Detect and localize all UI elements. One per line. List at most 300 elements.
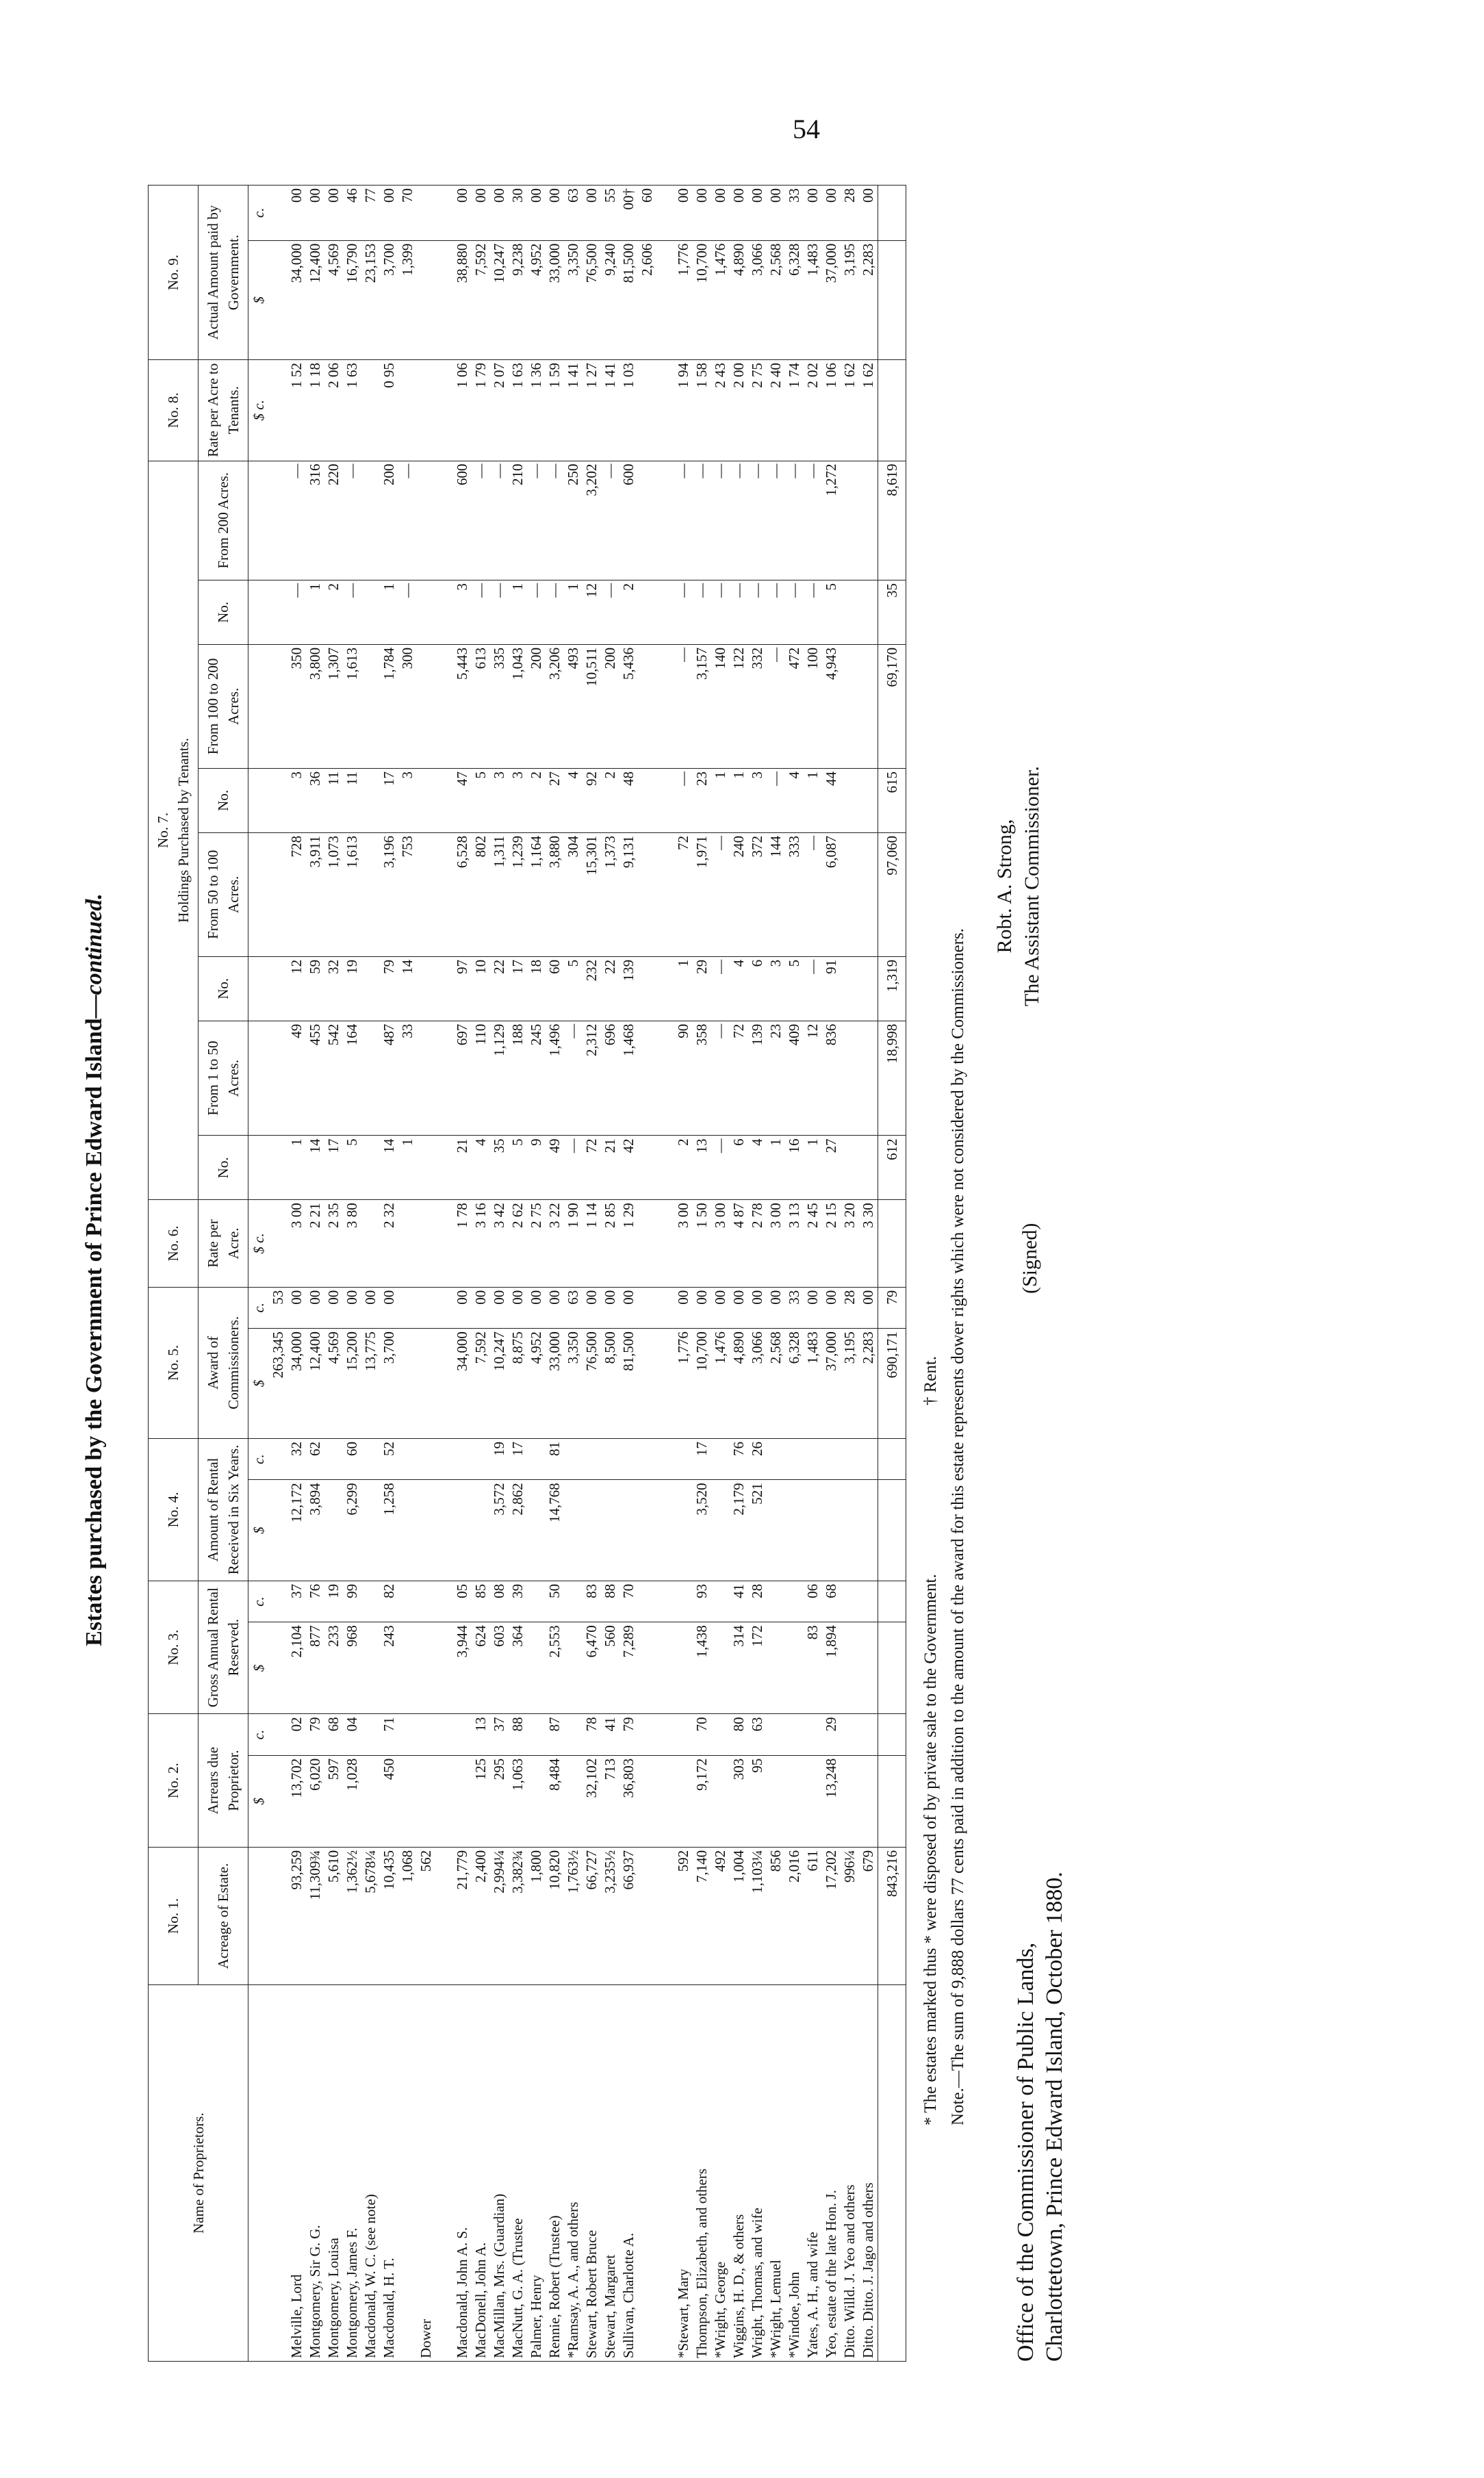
- total-award-cents: 79: [878, 1287, 906, 1328]
- row-arrears-dollars: [453, 1755, 472, 1847]
- row-name: *Stewart, Mary: [674, 1985, 693, 2362]
- row-acreage: 3,235½: [601, 1847, 619, 1984]
- row-acreage: 1,362½: [343, 1847, 361, 1984]
- row-name: Thompson, Elizabeth, and others: [693, 1985, 711, 2362]
- row-arrears-cents: [638, 1714, 656, 1755]
- rotated-document: [75, 140, 1431, 2399]
- row-arrears-cents: 29: [822, 1714, 841, 1755]
- row-rental-dollars: 968: [343, 1622, 361, 1714]
- row-rate-per-acre: 3 00: [674, 1200, 693, 1287]
- row-holdings-1-acres: 49: [287, 1021, 306, 1136]
- row-paid-dollars: 23,153: [361, 240, 380, 359]
- row-holdings-4-acres: 3,202: [583, 461, 601, 580]
- row-received-dollars: [804, 1480, 822, 1581]
- row-received-cents: [583, 1439, 601, 1480]
- row-holdings-1-count: —: [711, 1136, 730, 1200]
- row-holdings-3-count: 3: [509, 768, 527, 832]
- row-acreage: 5,678¼: [361, 1847, 380, 1984]
- row-award-cents: 00: [380, 1287, 398, 1328]
- row-received-dollars: [417, 1480, 435, 1581]
- row-arrears-cents: [767, 1714, 785, 1755]
- row-paid-cents: 00: [380, 186, 398, 241]
- unit-cents: c.: [248, 1581, 270, 1622]
- row-holdings-4-count: —: [527, 580, 546, 645]
- row-holdings-4-count: 1: [509, 580, 527, 645]
- row-award-cents: 00: [674, 1287, 693, 1328]
- row-name: Rennie, Robert (Trustee): [546, 1985, 564, 2362]
- row-holdings-1-acres: —: [564, 1021, 583, 1136]
- row-rental-cents: 83: [583, 1581, 601, 1622]
- row-holdings-3-acres: 613: [472, 644, 490, 768]
- row-holdings-4-count: —: [601, 580, 619, 645]
- holdings-50-100-header: From 50 to 100 Acres.: [199, 832, 248, 956]
- row-rate-to-tenants: 2 43: [711, 360, 730, 461]
- row-holdings-1-acres: 164: [343, 1021, 361, 1136]
- row-award-dollars: 81,500: [619, 1329, 638, 1439]
- row-name: Dower: [417, 1985, 435, 2362]
- row-holdings-4-count: —: [730, 580, 748, 645]
- row-holdings-2-count: 5: [564, 956, 583, 1021]
- row-rental-dollars: 2,553: [546, 1622, 564, 1714]
- col5-header: Award of Commissioners.: [199, 1287, 248, 1438]
- row-holdings-4-count: —: [693, 580, 711, 645]
- row-name: Ditto. Ditto. J. Jago and others: [859, 1985, 878, 2362]
- row-holdings-3-acres: 5,436: [619, 644, 638, 768]
- row-holdings-2-count: 6: [748, 956, 767, 1021]
- row-holdings-3-count: 48: [619, 768, 638, 832]
- row-holdings-1-count: 1: [767, 1136, 785, 1200]
- table-row: [564, 186, 583, 2362]
- row-holdings-1-count: 21: [601, 1136, 619, 1200]
- row-received-cents: [841, 1439, 859, 1480]
- row-holdings-3-acres: 4,943: [822, 644, 841, 768]
- table-row: [343, 186, 361, 2362]
- row-arrears-dollars: [417, 1755, 435, 1847]
- row-rental-dollars: 6,470: [583, 1622, 601, 1714]
- office-line-2: Charlottetown, Prince Edward Island, October 1880.: [1042, 1872, 1067, 2362]
- row-holdings-3-acres: 200: [601, 644, 619, 768]
- row-received-cents: 81: [546, 1439, 564, 1480]
- row-name: Yates, A. H., and wife: [804, 1985, 822, 2362]
- row-holdings-2-count: [841, 956, 859, 1021]
- row-award-cents: 00: [343, 1287, 361, 1328]
- row-holdings-1-acres: [361, 1021, 380, 1136]
- row-rate-to-tenants: 1 06: [822, 360, 841, 461]
- row-rental-dollars: 560: [601, 1622, 619, 1714]
- row-paid-cents: 77: [361, 186, 380, 241]
- holdings-1-50-header: From 1 to 50 Acres.: [199, 1021, 248, 1136]
- row-acreage: 1,800: [527, 1847, 546, 1984]
- row-holdings-1-count: 9: [527, 1136, 546, 1200]
- row-rental-cents: 28: [748, 1581, 767, 1622]
- row-award-cents: 00: [509, 1287, 527, 1328]
- row-holdings-1-acres: [859, 1021, 878, 1136]
- row-holdings-1-count: 14: [306, 1136, 324, 1200]
- row-received-cents: [767, 1439, 785, 1480]
- row-paid-dollars: 3,350: [564, 240, 583, 359]
- table-row: [822, 186, 841, 2362]
- row-award-cents: 00: [287, 1287, 306, 1328]
- row-received-cents: [711, 1439, 730, 1480]
- row-holdings-1-acres: 1,129: [490, 1021, 509, 1136]
- row-rate-per-acre: 2 45: [804, 1200, 822, 1287]
- row-rental-dollars: 83: [804, 1622, 822, 1714]
- row-rental-cents: 06: [804, 1581, 822, 1622]
- row-arrears-cents: [398, 1714, 417, 1755]
- row-paid-dollars: 4,569: [324, 240, 343, 359]
- table-row: [748, 186, 767, 2362]
- row-arrears-cents: 02: [287, 1714, 306, 1755]
- row-arrears-cents: 04: [343, 1714, 361, 1755]
- row-holdings-4-count: —: [674, 580, 693, 645]
- row-acreage: 996¼: [841, 1847, 859, 1984]
- row-holdings-2-count: 32: [324, 956, 343, 1021]
- table-row: [767, 186, 785, 2362]
- row-holdings-4-count: 5: [822, 580, 841, 645]
- row-holdings-4-acres: [841, 461, 859, 580]
- row-holdings-2-count: 232: [583, 956, 601, 1021]
- row-rate-per-acre: 2 15: [822, 1200, 841, 1287]
- row-received-dollars: [583, 1480, 601, 1581]
- unit-dollar: $: [248, 1329, 270, 1439]
- row-award-cents: 33: [785, 1287, 804, 1328]
- row-rate-to-tenants: 1 52: [287, 360, 306, 461]
- row-received-cents: [472, 1439, 490, 1480]
- row-holdings-2-acres: 372: [748, 832, 767, 956]
- row-acreage: 10,820: [546, 1847, 564, 1984]
- row-holdings-1-count: 49: [546, 1136, 564, 1200]
- row-holdings-2-count: [417, 956, 435, 1021]
- row-award-dollars: 2,283: [859, 1329, 878, 1439]
- row-paid-dollars: 1,483: [804, 240, 822, 359]
- row-award-cents: [417, 1287, 435, 1328]
- row-holdings-4-count: 3: [453, 580, 472, 645]
- unit-cents: c.: [248, 1287, 270, 1328]
- footnote: [921, 140, 941, 2125]
- table-row: [472, 186, 490, 2362]
- row-holdings-2-acres: 144: [767, 832, 785, 956]
- row-holdings-4-count: —: [804, 580, 822, 645]
- row-acreage: 611: [804, 1847, 822, 1984]
- office-address: [1012, 1872, 1069, 2362]
- table-row: [693, 186, 711, 2362]
- col7-title: Holdings Purchased by Tenants.: [175, 737, 192, 923]
- row-paid-dollars: 4,890: [730, 240, 748, 359]
- row-rate-per-acre: 2 75: [527, 1200, 546, 1287]
- row-acreage: 1,004: [730, 1847, 748, 1984]
- row-award-dollars: [398, 1329, 417, 1439]
- row-holdings-3-acres: 335: [490, 644, 509, 768]
- col5-number: No. 5.: [149, 1287, 199, 1438]
- row-paid-cents: [417, 186, 435, 241]
- row-holdings-1-count: [841, 1136, 859, 1200]
- row-award-dollars: 3,350: [564, 1329, 583, 1439]
- row-holdings-1-acres: 487: [380, 1021, 398, 1136]
- row-rental-cents: [417, 1581, 435, 1622]
- row-rate-per-acre: 3 16: [472, 1200, 490, 1287]
- col6-number: No. 6.: [149, 1200, 199, 1287]
- row-name: Macdonald, H. T.: [380, 1985, 398, 2362]
- row-paid-cents: 00: [711, 186, 730, 241]
- row-acreage: 592: [674, 1847, 693, 1984]
- row-holdings-4-acres: —: [343, 461, 361, 580]
- row-holdings-3-count: [859, 768, 878, 832]
- row-holdings-1-acres: 358: [693, 1021, 711, 1136]
- row-award-cents: 00: [822, 1287, 841, 1328]
- carried-forward-award-cents: 53: [269, 1287, 287, 1328]
- row-holdings-4-count: 1: [380, 580, 398, 645]
- row-received-cents: 26: [748, 1439, 767, 1480]
- col3-header: Gross Annual Rental Reserved.: [199, 1581, 248, 1714]
- col9-header: Actual Amount paid by Government.: [199, 186, 248, 360]
- row-name: *Windoe, John: [785, 1985, 804, 2362]
- row-rental-cents: [638, 1581, 656, 1622]
- row-holdings-2-acres: 304: [564, 832, 583, 956]
- row-award-dollars: 34,000: [287, 1329, 306, 1439]
- row-holdings-1-acres: 409: [785, 1021, 804, 1136]
- row-holdings-4-acres: 220: [324, 461, 343, 580]
- row-holdings-3-count: [638, 768, 656, 832]
- row-holdings-3-acres: 332: [748, 644, 767, 768]
- row-holdings-2-acres: [841, 832, 859, 956]
- row-name: *Ramsay, A. A., and others: [564, 1985, 583, 2362]
- row-rental-dollars: 233: [324, 1622, 343, 1714]
- row-received-dollars: [361, 1480, 380, 1581]
- holdings-no-1: No.: [199, 1136, 248, 1200]
- row-award-dollars: 4,890: [730, 1329, 748, 1439]
- row-holdings-4-acres: 600: [453, 461, 472, 580]
- row-rental-dollars: [767, 1622, 785, 1714]
- row-holdings-3-count: 1: [730, 768, 748, 832]
- row-award-cents: 00: [767, 1287, 785, 1328]
- row-holdings-4-acres: 316: [306, 461, 324, 580]
- row-award-cents: 00: [711, 1287, 730, 1328]
- row-paid-dollars: 3,066: [748, 240, 767, 359]
- row-holdings-3-count: 23: [693, 768, 711, 832]
- row-rate-to-tenants: 1 41: [564, 360, 583, 461]
- row-holdings-2-count: 4: [730, 956, 748, 1021]
- row-paid-cents: 00: [822, 186, 841, 241]
- row-name: Wright, Thomas, and wife: [748, 1985, 767, 2362]
- row-holdings-3-count: 4: [564, 768, 583, 832]
- row-acreage: 492: [711, 1847, 730, 1984]
- row-award-dollars: 4,569: [324, 1329, 343, 1439]
- row-rental-dollars: 243: [380, 1622, 398, 1714]
- row-award-dollars: 13,775: [361, 1329, 380, 1439]
- row-holdings-4-count: [859, 580, 878, 645]
- row-holdings-3-count: 5: [472, 768, 490, 832]
- estates-table: [148, 185, 906, 2362]
- row-holdings-2-count: 79: [380, 956, 398, 1021]
- row-holdings-2-acres: [417, 832, 435, 956]
- row-holdings-4-count: [638, 580, 656, 645]
- unit-rate: $ c.: [248, 360, 270, 461]
- row-holdings-2-count: 91: [822, 956, 841, 1021]
- row-paid-cents: 00: [306, 186, 324, 241]
- row-holdings-3-acres: [859, 644, 878, 768]
- row-received-dollars: [638, 1480, 656, 1581]
- row-holdings-1-acres: —: [711, 1021, 730, 1136]
- row-paid-cents: 33: [785, 186, 804, 241]
- row-paid-cents: 00: [693, 186, 711, 241]
- row-arrears-cents: 13: [472, 1714, 490, 1755]
- row-rental-cents: 68: [822, 1581, 841, 1622]
- col7-group-header: [149, 461, 199, 1200]
- row-holdings-1-count: 1: [287, 1136, 306, 1200]
- row-arrears-dollars: 13,702: [287, 1755, 306, 1847]
- row-received-cents: 76: [730, 1439, 748, 1480]
- row-rental-cents: [767, 1581, 785, 1622]
- row-arrears-cents: 68: [324, 1714, 343, 1755]
- row-rental-dollars: [361, 1622, 380, 1714]
- row-paid-cents: 00: [804, 186, 822, 241]
- row-holdings-3-acres: 472: [785, 644, 804, 768]
- row-rate-per-acre: 2 85: [601, 1200, 619, 1287]
- row-rental-cents: 05: [453, 1581, 472, 1622]
- col2-header: Arrears due Proprietor.: [199, 1714, 248, 1848]
- row-holdings-3-count: 3: [287, 768, 306, 832]
- row-rate-per-acre: 3 00: [287, 1200, 306, 1287]
- row-holdings-2-acres: 333: [785, 832, 804, 956]
- row-holdings-4-count: 1: [306, 580, 324, 645]
- row-name: *Wright, Lemuel: [767, 1985, 785, 2362]
- row-arrears-dollars: 6,020: [306, 1755, 324, 1847]
- row-holdings-3-acres: 1,307: [324, 644, 343, 768]
- row-holdings-2-acres: 6,528: [453, 832, 472, 956]
- row-holdings-4-acres: [859, 461, 878, 580]
- row-paid-cents: 00: [453, 186, 472, 241]
- row-award-dollars: 3,700: [380, 1329, 398, 1439]
- row-holdings-3-count: 11: [343, 768, 361, 832]
- row-holdings-3-acres: 10,511: [583, 644, 601, 768]
- row-holdings-1-count: 72: [583, 1136, 601, 1200]
- row-award-cents: 00: [748, 1287, 767, 1328]
- row-rate-to-tenants: 1 18: [306, 360, 324, 461]
- row-paid-cents: 00: [730, 186, 748, 241]
- row-name: Stewart, Margaret: [601, 1985, 619, 2362]
- row-rate-to-tenants: 1 36: [527, 360, 546, 461]
- row-holdings-1-count: 1: [398, 1136, 417, 1200]
- table-row: [804, 186, 822, 2362]
- row-holdings-2-count: 14: [398, 956, 417, 1021]
- row-holdings-4-count: —: [748, 580, 767, 645]
- row-arrears-cents: 88: [509, 1714, 527, 1755]
- holdings-no-2: No.: [199, 956, 248, 1021]
- row-holdings-3-count: —: [674, 768, 693, 832]
- row-holdings-4-acres: —: [711, 461, 730, 580]
- row-received-dollars: [453, 1480, 472, 1581]
- row-holdings-2-count: 22: [601, 956, 619, 1021]
- row-rental-cents: 70: [619, 1581, 638, 1622]
- row-rate-to-tenants: [361, 360, 380, 461]
- table-row: [306, 186, 324, 2362]
- row-award-dollars: 3,195: [841, 1329, 859, 1439]
- row-rental-dollars: [564, 1622, 583, 1714]
- row-holdings-1-acres: [841, 1021, 859, 1136]
- row-rental-dollars: 624: [472, 1622, 490, 1714]
- row-award-cents: 00: [306, 1287, 324, 1328]
- total-n4: 35: [878, 580, 906, 645]
- row-holdings-3-acres: 350: [287, 644, 306, 768]
- row-holdings-4-acres: 1,272: [822, 461, 841, 580]
- row-paid-dollars: 3,700: [380, 240, 398, 359]
- row-holdings-3-acres: 100: [804, 644, 822, 768]
- row-holdings-4-acres: 200: [380, 461, 398, 580]
- row-rate-per-acre: 3 00: [711, 1200, 730, 1287]
- row-holdings-3-acres: 3,206: [546, 644, 564, 768]
- row-rental-dollars: 603: [490, 1622, 509, 1714]
- row-award-dollars: 76,500: [583, 1329, 601, 1439]
- row-holdings-2-count: 17: [509, 956, 527, 1021]
- row-award-dollars: 34,000: [453, 1329, 472, 1439]
- table-row: [638, 186, 656, 2362]
- row-award-cents: 00: [601, 1287, 619, 1328]
- row-arrears-dollars: 450: [380, 1755, 398, 1847]
- row-holdings-4-count: —: [490, 580, 509, 645]
- total-n1: 612: [878, 1136, 906, 1200]
- row-rate-to-tenants: 1 62: [859, 360, 878, 461]
- row-arrears-dollars: 125: [472, 1755, 490, 1847]
- row-paid-cents: 46: [343, 186, 361, 241]
- row-rate-to-tenants: 1 41: [601, 360, 619, 461]
- row-award-dollars: 10,700: [693, 1329, 711, 1439]
- col3-number: No. 3.: [149, 1581, 199, 1714]
- unit-dollar: $: [248, 1622, 270, 1714]
- row-holdings-3-count: 4: [785, 768, 804, 832]
- row-rental-cents: 76: [306, 1581, 324, 1622]
- row-award-cents: 00: [583, 1287, 601, 1328]
- row-holdings-2-count: 97: [453, 956, 472, 1021]
- row-received-cents: 62: [306, 1439, 324, 1480]
- unit-dollar: $: [248, 240, 270, 359]
- row-holdings-3-count: 17: [380, 768, 398, 832]
- row-arrears-cents: [361, 1714, 380, 1755]
- row-paid-dollars: 12,400: [306, 240, 324, 359]
- commissioner: [991, 766, 1046, 1006]
- row-award-dollars: 37,000: [822, 1329, 841, 1439]
- row-acreage: 2,016: [785, 1847, 804, 1984]
- row-holdings-3-count: 1: [711, 768, 730, 832]
- row-holdings-4-count: 2: [619, 580, 638, 645]
- holdings-no-3: No.: [199, 768, 248, 832]
- spacer-row: [435, 186, 453, 2362]
- commissioner-name: Robt. A. Strong,: [993, 819, 1016, 954]
- row-paid-dollars: 2,568: [767, 240, 785, 359]
- row-acreage: 856: [767, 1847, 785, 1984]
- row-holdings-1-count: 2: [674, 1136, 693, 1200]
- row-holdings-4-count: —: [785, 580, 804, 645]
- row-award-dollars: 2,568: [767, 1329, 785, 1439]
- row-rate-per-acre: 3 80: [343, 1200, 361, 1287]
- row-holdings-4-count: —: [287, 580, 306, 645]
- row-arrears-cents: 78: [583, 1714, 601, 1755]
- row-award-cents: 00: [490, 1287, 509, 1328]
- row-rate-per-acre: 2 62: [509, 1200, 527, 1287]
- table-row: [398, 186, 417, 2362]
- row-holdings-2-count: 1: [674, 956, 693, 1021]
- row-arrears-cents: 37: [490, 1714, 509, 1755]
- row-holdings-1-count: [417, 1136, 435, 1200]
- row-received-dollars: 3,520: [693, 1480, 711, 1581]
- row-arrears-cents: 79: [619, 1714, 638, 1755]
- row-holdings-1-count: 5: [509, 1136, 527, 1200]
- col-name-header: Name of Proprietors.: [149, 1985, 248, 2362]
- row-holdings-1-acres: 23: [767, 1021, 785, 1136]
- row-holdings-3-count: 3: [490, 768, 509, 832]
- row-arrears-dollars: 295: [490, 1755, 509, 1847]
- row-received-dollars: 521: [748, 1480, 767, 1581]
- row-holdings-4-acres: —: [546, 461, 564, 580]
